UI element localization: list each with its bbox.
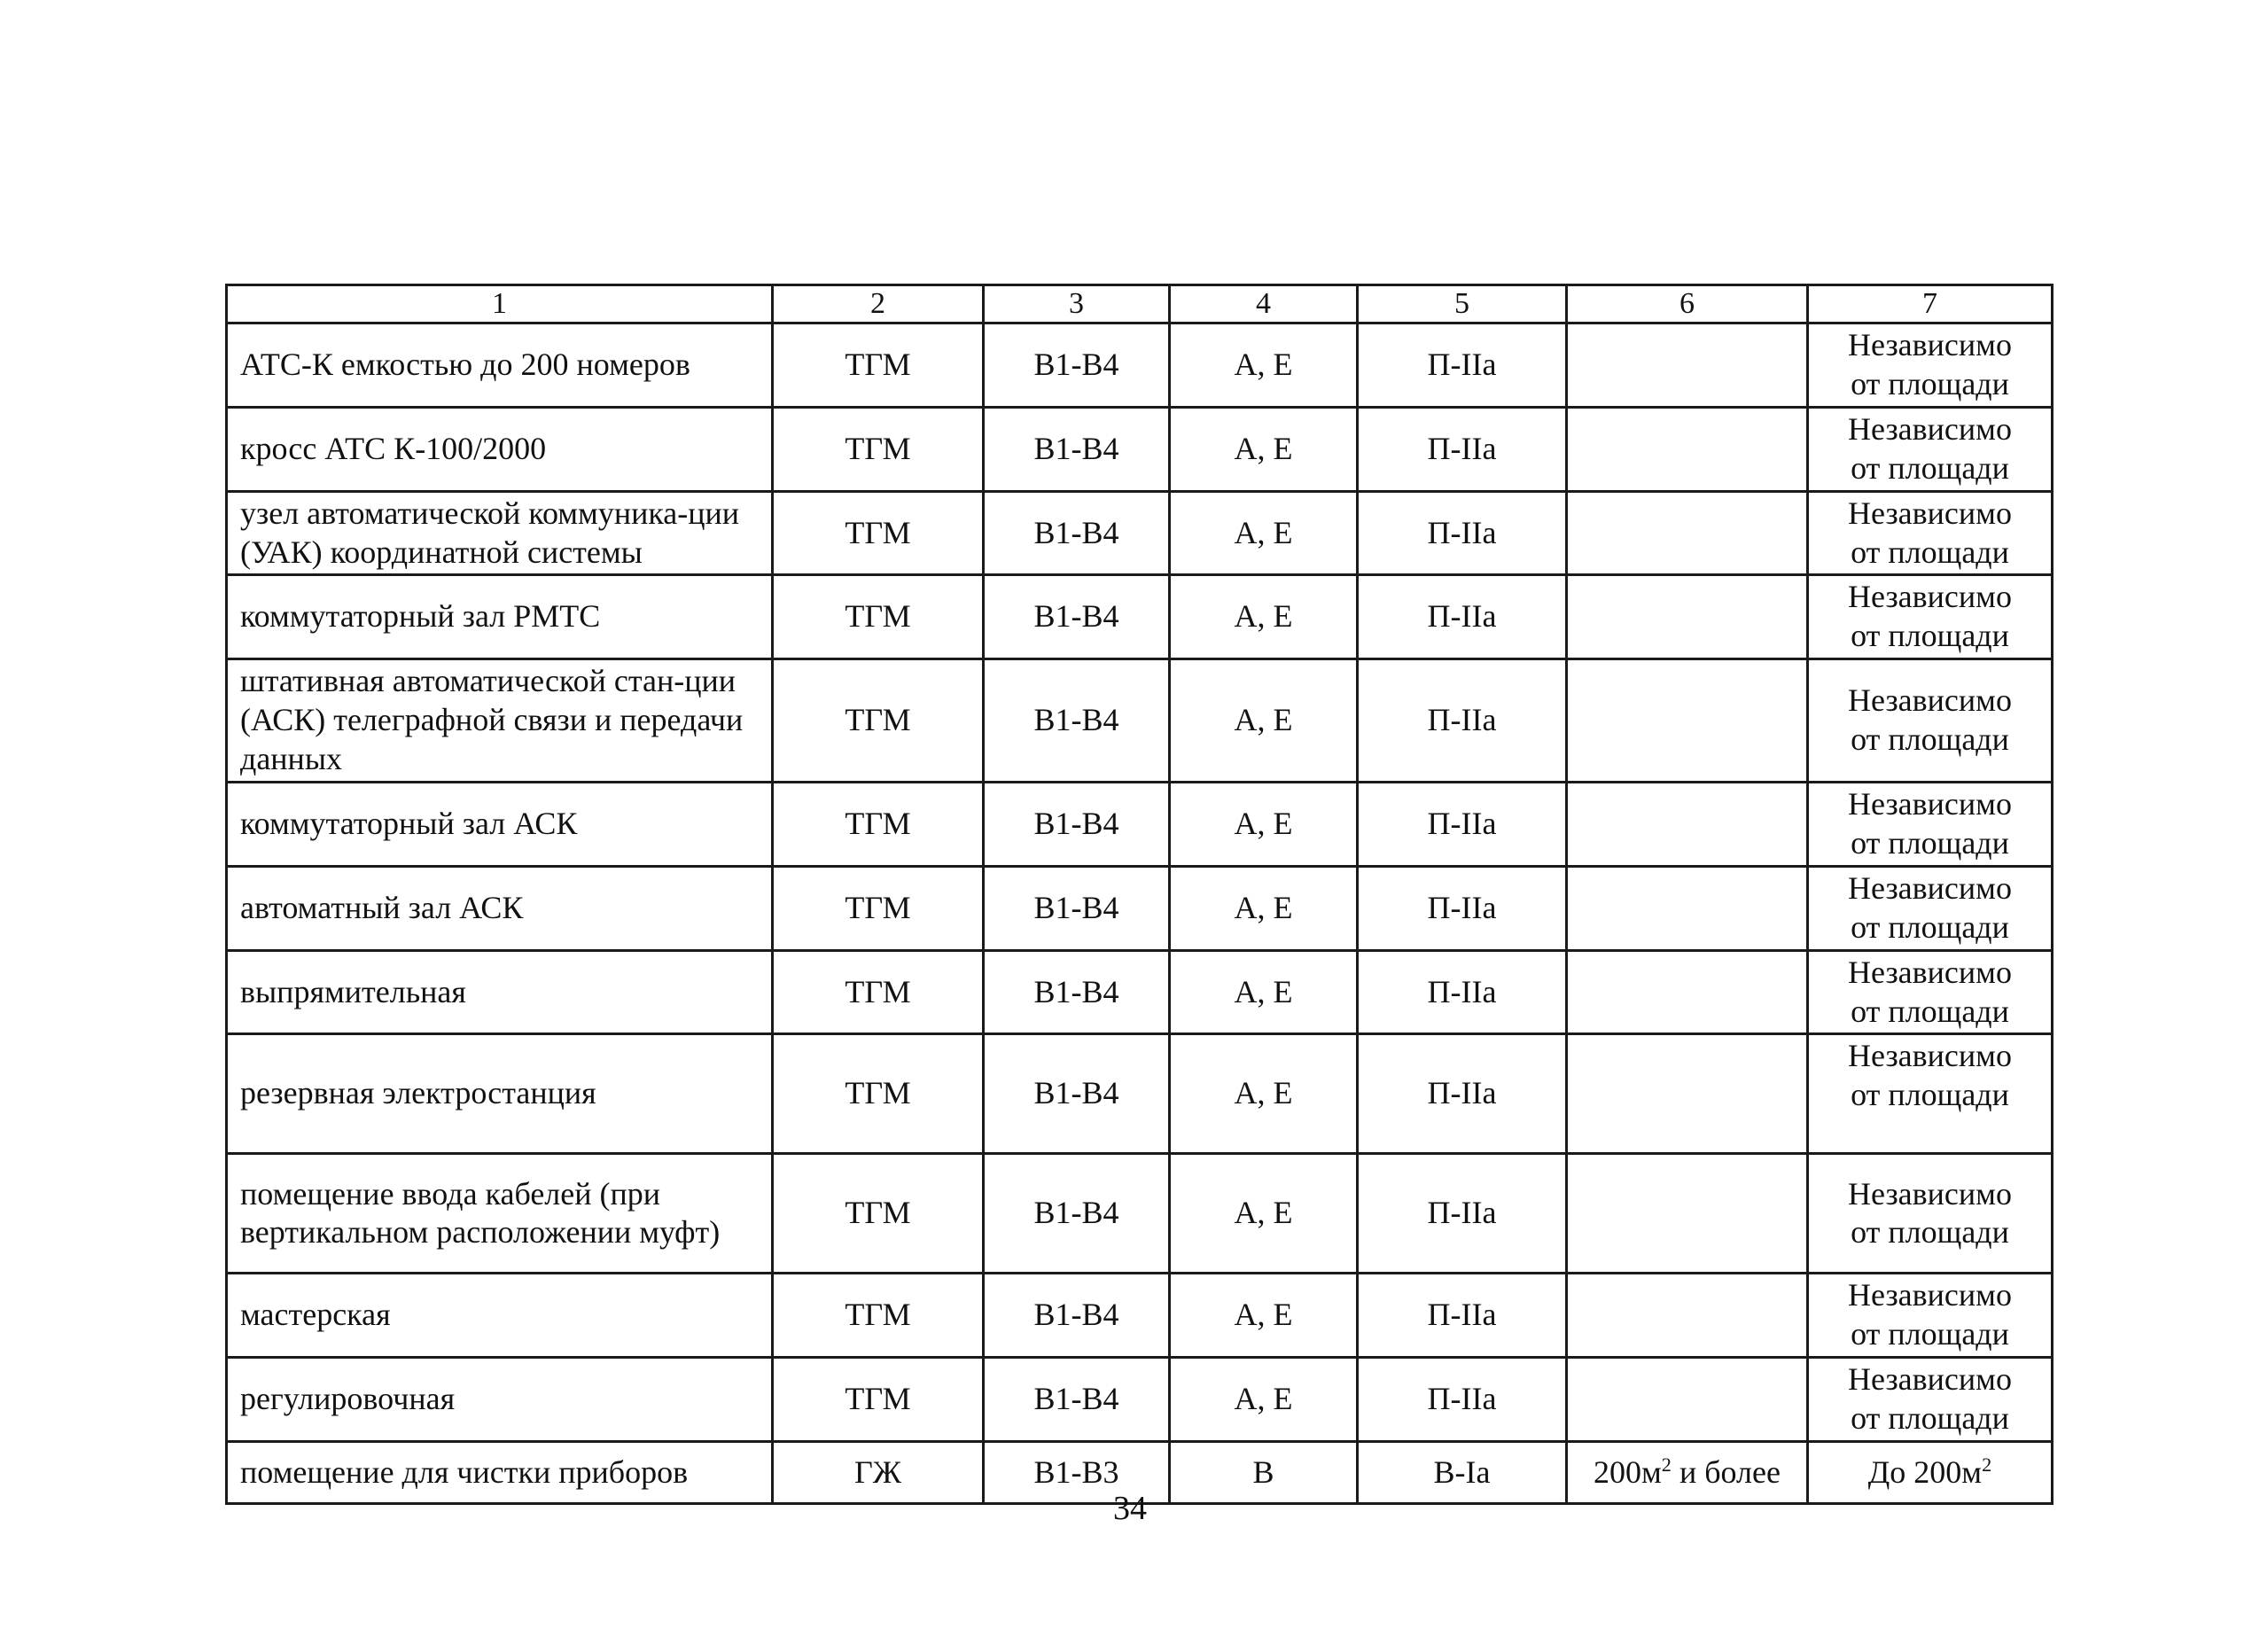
cell-col4: А, Е <box>1170 950 1358 1034</box>
room-name: выпрямительная <box>227 950 773 1034</box>
column-number: 1 <box>227 285 773 323</box>
cell-col7 <box>1808 659 2053 783</box>
table-row <box>227 1034 2053 1154</box>
cell-col7 <box>1808 575 2053 659</box>
cell-col2: ТГМ <box>773 407 984 491</box>
room-name: АТС-К емкостью до 200 номеров <box>227 323 773 408</box>
note-line: от площади <box>1851 365 2009 401</box>
note-line: Независимо <box>1848 327 2012 362</box>
note-line: от площади <box>1851 1214 2009 1251</box>
note-line: от площади <box>1851 824 2009 861</box>
column-number: 3 <box>984 285 1170 323</box>
table-row <box>227 323 2053 408</box>
table-row <box>227 491 2053 575</box>
cell-col2: ТГМ <box>773 323 984 408</box>
note-line: Независимо <box>1848 682 2012 719</box>
cell-col4: В <box>1170 1442 1358 1504</box>
column-number: 5 <box>1358 285 1567 323</box>
area-value: 200м <box>1594 1453 1662 1490</box>
table-row <box>227 1154 2053 1274</box>
column-number-row <box>227 285 2053 323</box>
table-row <box>227 782 2053 866</box>
note-line: от площади <box>1851 993 2009 1029</box>
cell-col6 <box>1567 866 1808 950</box>
cell-col5: П-IIа <box>1358 575 1567 659</box>
cell-col5: П-IIа <box>1358 1154 1567 1274</box>
note-line: Независимо <box>1848 579 2012 615</box>
cell-col4: А, Е <box>1170 491 1358 575</box>
column-number: 2 <box>773 285 984 323</box>
room-name: кросс АТС К-100/2000 <box>227 407 773 491</box>
cell-col4: А, Е <box>1170 1274 1358 1358</box>
cell-col4: А, Е <box>1170 782 1358 866</box>
cell-col6 <box>1567 491 1808 575</box>
note-line: Независимо <box>1848 1175 2012 1212</box>
fire-safety-table <box>225 284 2053 1505</box>
note-line: Независимо <box>1848 495 2012 531</box>
cell-col6 <box>1567 1358 1808 1442</box>
page-number: 34 <box>1113 1490 1147 1527</box>
room-name: узел автоматической коммуника-ции (УАК) координатной системы <box>227 491 773 575</box>
cell-col3: В1-В4 <box>984 407 1170 491</box>
note-line: от площади <box>1851 534 2009 570</box>
cell-col2: ТГМ <box>773 1274 984 1358</box>
cell-col3: В1-В3 <box>984 1442 1170 1504</box>
note-line: от площади <box>1851 721 2009 758</box>
cell-col2: ТГМ <box>773 491 984 575</box>
cell-col5: П-IIа <box>1358 950 1567 1034</box>
cell-col5: П-IIа <box>1358 323 1567 408</box>
room-name: помещение ввода кабелей (при вертикальном расположении муфт) <box>227 1154 773 1274</box>
note-line: от площади <box>1851 1400 2009 1437</box>
cell-col6 <box>1567 575 1808 659</box>
cell-col2: ТГМ <box>773 1358 984 1442</box>
cell-col3: В1-В4 <box>984 491 1170 575</box>
cell-col7 <box>1808 782 2053 866</box>
note-line: от площади <box>1851 1316 2009 1352</box>
cell-col6 <box>1567 1274 1808 1358</box>
cell-col6 <box>1567 782 1808 866</box>
area-unit-exponent: 2 <box>1982 1453 1992 1476</box>
cell-col7 <box>1808 491 2053 575</box>
cell-col4: А, Е <box>1170 866 1358 950</box>
cell-col5: П-IIа <box>1358 491 1567 575</box>
cell-col3: В1-В4 <box>984 659 1170 783</box>
cell-col5: П-IIа <box>1358 659 1567 783</box>
cell-col7 <box>1808 1034 2053 1154</box>
cell-col4: А, Е <box>1170 323 1358 408</box>
cell-col4: А, Е <box>1170 1358 1358 1442</box>
cell-col7 <box>1808 1154 2053 1274</box>
cell-col6 <box>1567 407 1808 491</box>
note-line: Независимо <box>1848 785 2012 822</box>
room-name: автоматный зал АСК <box>227 866 773 950</box>
cell-col6 <box>1567 1154 1808 1274</box>
cell-col6 <box>1567 950 1808 1034</box>
cell-col6 <box>1567 1034 1808 1154</box>
cell-col2: ТГМ <box>773 1154 984 1274</box>
area-value: До 200м <box>1867 1453 1983 1490</box>
table-row <box>227 1274 2053 1358</box>
column-number: 4 <box>1170 285 1358 323</box>
table-row <box>227 866 2053 950</box>
note-line: Независимо <box>1848 1361 2012 1398</box>
cell-col2: ТГМ <box>773 1034 984 1154</box>
cell-col2: ГЖ <box>773 1442 984 1504</box>
cell-col2: ТГМ <box>773 782 984 866</box>
cell-col3: В1-В4 <box>984 1034 1170 1154</box>
cell-col7 <box>1808 866 2053 950</box>
cell-col7 <box>1808 1274 2053 1358</box>
area-suffix: и более <box>1671 1453 1781 1490</box>
cell-col6 <box>1567 659 1808 783</box>
room-name: мастерская <box>227 1274 773 1358</box>
cell-col5: П-IIа <box>1358 866 1567 950</box>
note-line: от площади <box>1851 449 2009 486</box>
cell-col4: А, Е <box>1170 659 1358 783</box>
cell-col3: В1-В4 <box>984 950 1170 1034</box>
table-row <box>227 659 2053 783</box>
cell-col4: А, Е <box>1170 1154 1358 1274</box>
table-row <box>227 1358 2053 1442</box>
room-name: коммутаторный зал РМТС <box>227 575 773 659</box>
note-line: Независимо <box>1848 410 2012 447</box>
note-line: Независимо <box>1848 869 2012 906</box>
cell-col7 <box>1808 407 2053 491</box>
cell-col4: А, Е <box>1170 1034 1358 1154</box>
cell-col3: В1-В4 <box>984 866 1170 950</box>
cell-col2: ТГМ <box>773 659 984 783</box>
room-name: штативная автоматической стан-ции (АСК) телеграфной связи и передачи данных <box>227 659 773 783</box>
cell-col3: В1-В4 <box>984 575 1170 659</box>
cell-col3: В1-В4 <box>984 782 1170 866</box>
note-line: Независимо <box>1848 1038 2012 1074</box>
cell-col5: П-IIа <box>1358 1358 1567 1442</box>
note-line: от площади <box>1851 1077 2009 1113</box>
room-name: помещение для чистки приборов <box>227 1442 773 1504</box>
room-name: регулировочная <box>227 1358 773 1442</box>
cell-col2: ТГМ <box>773 950 984 1034</box>
cell-col3: В1-В4 <box>984 1154 1170 1274</box>
cell-col2: ТГМ <box>773 866 984 950</box>
cell-col5: П-IIа <box>1358 782 1567 866</box>
cell-col3: В1-В4 <box>984 1274 1170 1358</box>
table-row <box>227 575 2053 659</box>
cell-col3: В1-В4 <box>984 323 1170 408</box>
note-line: Независимо <box>1848 954 2012 990</box>
cell-col7 <box>1808 950 2053 1034</box>
cell-col4: А, Е <box>1170 407 1358 491</box>
table-row <box>227 407 2053 491</box>
column-number: 7 <box>1808 285 2053 323</box>
room-name: резервная электростанция <box>227 1034 773 1154</box>
cell-col6 <box>1567 323 1808 408</box>
note-line: от площади <box>1851 618 2009 654</box>
table-row <box>227 950 2053 1034</box>
cell-col7 <box>1808 1358 2053 1442</box>
cell-col7 <box>1808 323 2053 408</box>
cell-col4: А, Е <box>1170 575 1358 659</box>
column-number: 6 <box>1567 285 1808 323</box>
room-name: коммутаторный зал АСК <box>227 782 773 866</box>
cell-col5: П-IIа <box>1358 1274 1567 1358</box>
cell-col3: В1-В4 <box>984 1358 1170 1442</box>
area-unit-exponent: 2 <box>1661 1453 1672 1476</box>
cell-col5: П-IIа <box>1358 1034 1567 1154</box>
cell-col5: В-Iа <box>1358 1442 1567 1504</box>
note-line: Независимо <box>1848 1277 2012 1313</box>
cell-col2: ТГМ <box>773 575 984 659</box>
note-line: от площади <box>1851 908 2009 945</box>
cell-col5: П-IIа <box>1358 407 1567 491</box>
